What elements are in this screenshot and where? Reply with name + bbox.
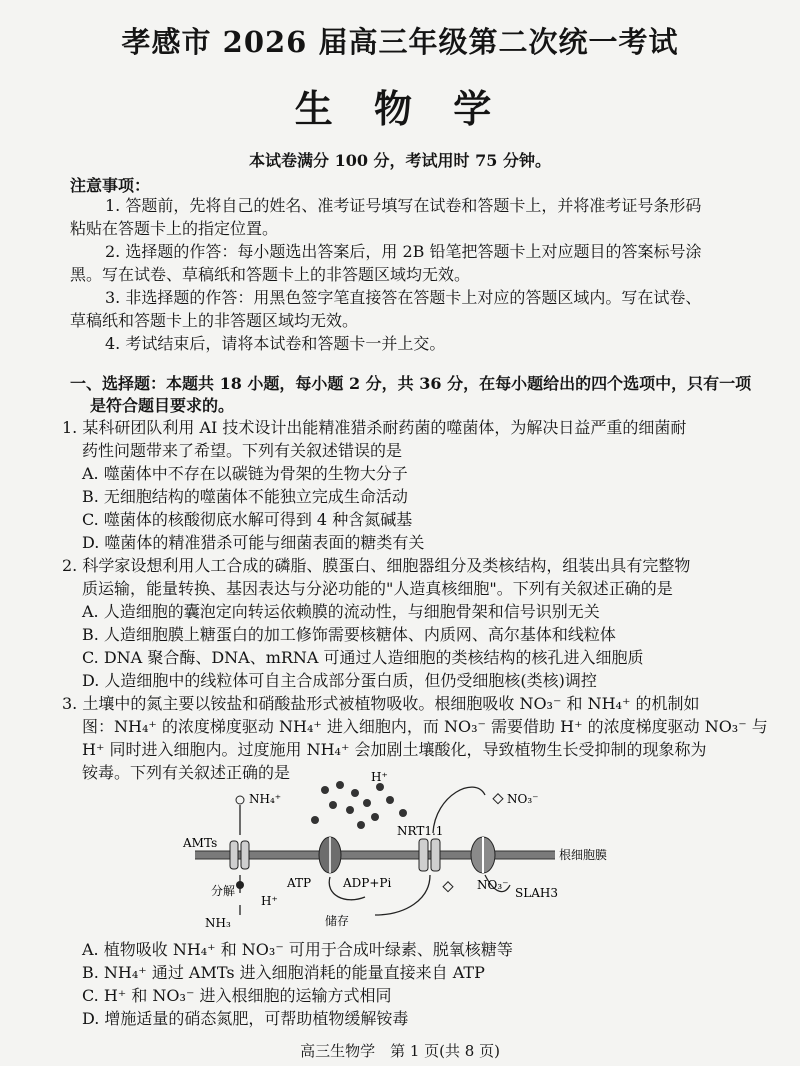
option-d: D. 人造细胞中的线粒体可自主合成部分蛋白质，但仍受细胞核(类核)调控 xyxy=(82,671,597,690)
label-h-top: H⁺ xyxy=(371,770,388,784)
option-b: B. 人造细胞膜上糖蛋白的加工修饰需要核糖体、内质网、高尔基体和线粒体 xyxy=(82,625,616,644)
question-stem: 质运输，能量转换、基因表达与分泌功能的"人造真核细胞"。下列有关叙述正确的是 xyxy=(82,579,673,598)
label-storage: 储存 xyxy=(325,914,350,928)
notice-line: 草稿纸和答题卡上的非答题区域均无效。 xyxy=(70,311,359,330)
notice-line: 粘贴在答题卡上的指定位置。 xyxy=(70,219,279,238)
nitrogen-uptake-diagram xyxy=(175,765,630,935)
label-h-in: H⁺ xyxy=(261,894,278,908)
notice-line: 1. 答题前，先将自己的姓名、准考证号填写在试卷和答题卡上，并将准考证号条形码 xyxy=(105,196,702,215)
option-c: C. 噬菌体的核酸彻底水解可得到 4 种含氮碱基 xyxy=(82,510,413,529)
notice-line: 4. 考试结束后，请将本试卷和答题卡一并上交。 xyxy=(105,334,446,353)
proton-dots xyxy=(311,781,407,829)
notice-line: 黑。写在试卷、草稿纸和答题卡上的非答题区域均无效。 xyxy=(70,265,471,284)
option-a: A. 人造细胞的囊泡定向转运依赖膜的流动性，与细胞骨架和信号识别无关 xyxy=(82,602,600,621)
label-slah3: SLAH3 xyxy=(515,886,558,900)
label-nrt: NRT1.1 xyxy=(397,824,444,838)
option-b: B. NH₄⁺ 通过 AMTs 进入细胞消耗的能量直接来自 ATP xyxy=(82,963,485,982)
label-atp: ATP xyxy=(287,876,312,890)
exam-info: 本试卷满分 100 分，考试用时 75 分钟。 xyxy=(249,151,551,170)
section-heading: 一、选择题：本题共 18 小题，每小题 2 分，共 36 分，在每小题给出的四个选项中，只有一项 xyxy=(70,374,752,393)
label-nh3: NH₃ xyxy=(205,916,231,930)
question-stem: 药性问题带来了希望。下列有关叙述错误的是 xyxy=(82,441,403,460)
label-no3-out: NO₃⁻ xyxy=(507,792,539,806)
label-decompose: 分解 xyxy=(211,884,236,898)
label-adp: ADP+Pi xyxy=(343,876,392,890)
notice-line: 3. 非选择题的作答：用黑色签字笔直接答在答题卡上对应的答题区域内。写在试卷、 xyxy=(105,288,702,307)
page-footer: 高三生物学 第 1 页(共 8 页) xyxy=(300,1042,500,1060)
question-stem: 1. 某科研团队利用 AI 技术设计出能精准猎杀耐药菌的噬菌体，为解决日益严重的细菌耐 xyxy=(62,418,687,437)
label-nh4-out: NH₄⁺ xyxy=(249,792,282,806)
subject-title: 生 物 学 xyxy=(294,86,506,131)
option-c: C. DNA 聚合酶、DNA、mRNA 可通过人造细胞的类核结构的核孔进入细胞质 xyxy=(82,648,644,667)
option-d: D. 噬菌体的精准猎杀可能与细菌表面的糖类有关 xyxy=(82,533,425,552)
question-stem: 3. 土壤中的氮主要以铵盐和硝酸盐形式被植物吸收。根细胞吸收 NO₃⁻ 和 NH₄⁺ 的机制如 xyxy=(62,694,700,713)
option-b: B. 无细胞结构的噬菌体不能独立完成生命活动 xyxy=(82,487,408,506)
label-amts: AMTs xyxy=(183,836,218,850)
question-stem: 图：NH₄⁺ 的浓度梯度驱动 NH₄⁺ 进入细胞内，而 NO₃⁻ 需要借助 H⁺ 的浓度梯度驱动 NO₃⁻ 与 xyxy=(82,717,768,736)
label-no3-in: NO₃⁻ xyxy=(477,878,509,892)
option-c: C. H⁺ 和 NO₃⁻ 进入根细胞的运输方式相同 xyxy=(82,986,392,1005)
question-stem: H⁺ 同时进入细胞内。过度施用 NH₄⁺ 会加剧土壤酸化，导致植物生长受抑制的现象称为 xyxy=(82,740,707,759)
notice-line: 2. 选择题的作答：每小题选出答案后，用 2B 铅笔把答题卡上对应题目的答案标号涂 xyxy=(105,242,702,261)
question-stem: 铵毒。下列有关叙述正确的是 xyxy=(82,763,291,782)
label-membrane: 根细胞膜 xyxy=(559,848,608,862)
slah3-channel xyxy=(471,837,495,873)
option-a: A. 噬菌体中不存在以碳链为骨架的生物大分子 xyxy=(82,464,408,483)
option-a: A. 植物吸收 NH₄⁺ 和 NO₃⁻ 可用于合成叶绿素、脱氧核糖等 xyxy=(82,940,513,959)
section-heading-cont: 是符合题目要求的。 xyxy=(90,396,235,415)
question-stem: 2. 科学家设想利用人工合成的磷脂、膜蛋白、细胞器组分及类核结构，组装出具有完整物 xyxy=(62,556,691,575)
exam-title: 孝感市 2026 届高三年级第二次统一考试 xyxy=(121,25,679,59)
notice-heading: 注意事项： xyxy=(70,176,151,195)
option-d: D. 增施适量的硝态氮肥，可帮助植物缓解铵毒 xyxy=(82,1009,409,1028)
atp-pump xyxy=(319,837,341,873)
